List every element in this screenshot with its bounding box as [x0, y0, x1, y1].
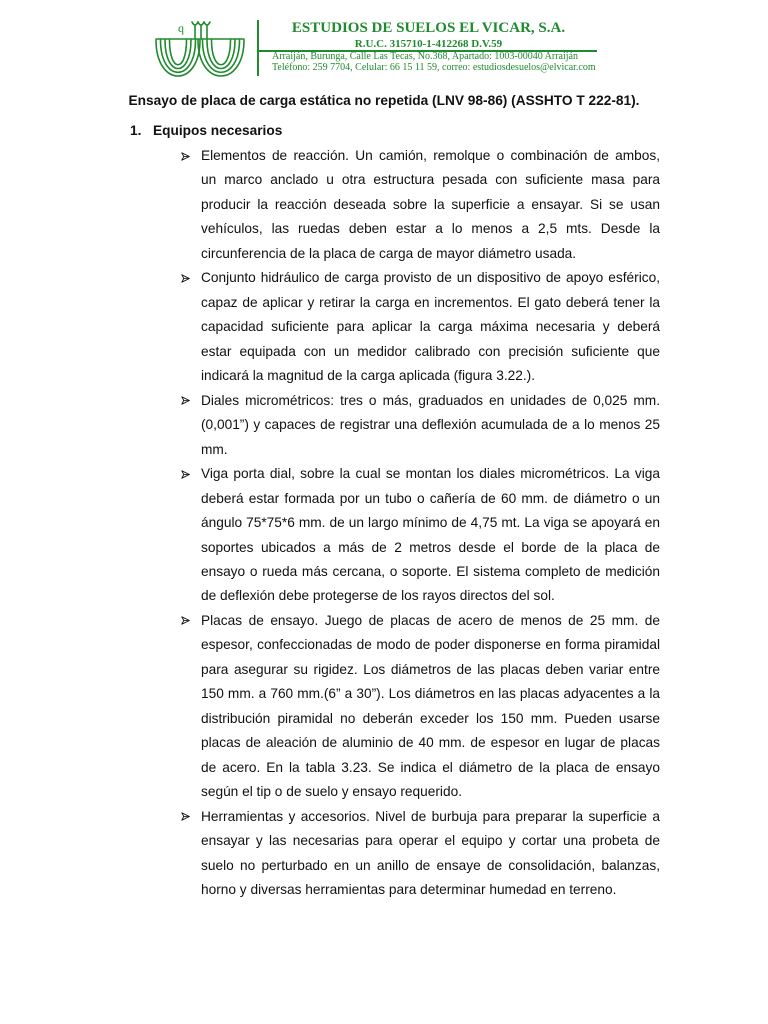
list-item-line: según el tip o de suelo y ensayo requerido. [201, 784, 462, 800]
list-item-line: Placas de ensayo. Juego de placas de acero de menos de 25 mm. de [201, 612, 660, 628]
list-item-line: vehículos, las ruedas deben estar a lo menos a 2,5 mts. Desde la [201, 221, 660, 237]
company-contact: Teléfono: 259 7704, Celular: 66 15 11 59, correo: estudiosdesuelos@elvicar.com [272, 62, 596, 73]
equipment-list [201, 144, 660, 903]
equipment-list-item [201, 805, 660, 903]
list-item-line: de acero. En la tabla 3.23. Se indica el diámetro de la placa de ensayo [201, 759, 660, 775]
list-item-line: (0,001”) y capaces de registrar una deflexión acumulada de a lo menos 25 [201, 417, 660, 433]
list-item-line: soportes ubicados a más de 2 metros desde el borde de la placa de [201, 539, 660, 555]
arrow-bullet-icon [181, 396, 190, 405]
company-logo [152, 18, 250, 82]
equipment-list-item [201, 462, 660, 609]
list-item-line: indicará la magnitud de la carga aplicada (figura 3.22.). [201, 368, 536, 384]
list-item-line: ensayo o rueda más cercana, o soporte. El sistema completo de medición [201, 563, 660, 579]
list-item-line: Elementos de reacción. Un camión, remolque o combinación de ambos, [201, 148, 660, 163]
list-item-line: suelo no perturbado en un anillo de ensaye de consolidación, balanzas, [201, 857, 660, 873]
arrow-bullet-icon [181, 812, 190, 821]
equipment-list-item [201, 389, 660, 462]
list-item-line: Conjunto hidráulico de carga provisto de un dispositivo de apoyo esférico, [201, 270, 660, 286]
list-item-line: capaz de aplicar y retirar la carga en incrementos. El gato deberá tener la [201, 294, 660, 310]
company-name: ESTUDIOS DE SUELOS EL VICAR, S.A. [291, 20, 566, 36]
company-address: Arraiján, Burunga, Calle Las Tecas, No.368, Apartado: 1003-00040 Arraiján [272, 51, 578, 62]
arrow-bullet-icon [181, 470, 190, 479]
list-item-line: para asegurar su rigidez. Los diámetros de las placas deben variar entre [201, 661, 660, 677]
arrow-bullet-icon [181, 616, 190, 625]
list-item-line: placas de aleación de aluminio de 40 mm. de espesor en lugar de placas [201, 735, 660, 751]
list-item-line: distribución piramidal no deberán exceder los 150 mm. Pueden usarse [201, 710, 660, 726]
list-item-line: deberá estar formada por un tubo o cañería de 60 mm. de diámetro o un [201, 490, 660, 506]
list-item-line: mm. [201, 441, 228, 457]
list-item-line: un marco anclado u otra estructura pesada con suficiente masa para [201, 172, 660, 188]
section-heading: Equipos necesarios [153, 123, 283, 138]
list-item-line: espesor, confeccionadas de modo de poder disponerse en forma piramidal [201, 637, 660, 653]
arrow-bullet-icon [181, 274, 190, 283]
equipment-list-item [201, 266, 660, 388]
list-item-line: Viga porta dial, sobre la cual se montan los diales micrométricos. La viga [201, 466, 660, 482]
document-title: Ensayo de placa de carga estática no repetida (LNV 98-86) (ASSHTO T 222-81). [128, 93, 640, 108]
arrow-bullet-icon [181, 152, 190, 161]
list-item-line: de deflexión debe protegerse de los rayos directos del sol. [201, 588, 555, 604]
list-item-line: 150 mm. a 760 mm.(6” a 30”). Los diámetros en las placas adyacentes a la [201, 686, 660, 702]
logo-glyph: q [178, 21, 184, 35]
list-item-line: circunferencia de la placa de carga de mayor diámetro usada. [201, 245, 577, 261]
ruc-number: R.U.C. 315710-1-412268 D.V.59 [354, 37, 503, 50]
list-item-line: ensayar y las necesarias para operar el equipo y cortar una probeta de [201, 833, 660, 849]
list-item-line: estar equipada con un medidor calibrado con precisión suficiente que [201, 343, 660, 359]
list-item-line: Diales micrométricos: tres o más, graduados en unidades de 0,025 mm. [201, 392, 660, 408]
equipment-list-item [201, 144, 660, 266]
equipment-list-item [201, 609, 660, 805]
list-item-line: Herramientas y accesorios. Nivel de burbuja para preparar la superficie a [201, 808, 660, 824]
list-item-line: ángulo 75*75*6 mm. de un largo mínimo de 4,75 mt. La viga se apoyará en [201, 515, 660, 531]
list-item-line: producir la reacción deseada sobre la superficie a ensayar. Si se usan [201, 196, 660, 212]
list-item-line: horno y diversas herramientas para determinar humedad en terreno. [201, 882, 617, 898]
section-number: 1. [130, 123, 142, 138]
list-item-line: capacidad suficiente para aplicar la carga máxima necesaria y deberá [201, 319, 660, 335]
